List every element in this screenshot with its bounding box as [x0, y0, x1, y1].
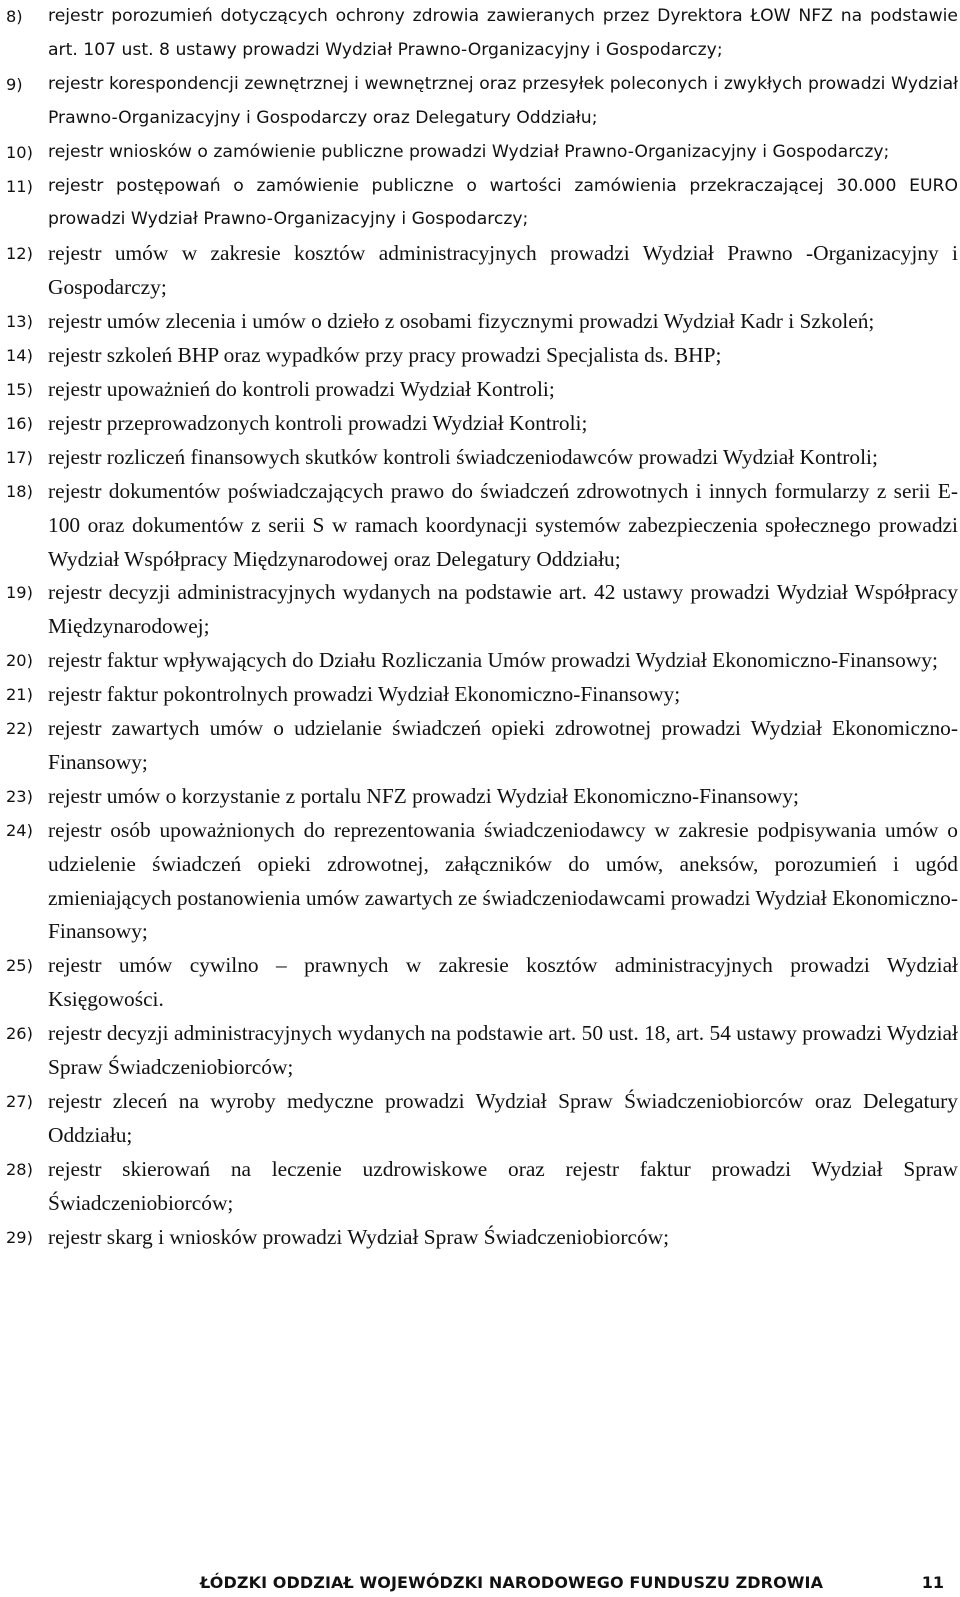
item-number: 10) — [6, 142, 33, 162]
register-list — [6, 0, 958, 1255]
item-number: 27) — [6, 1092, 33, 1111]
item-number: 8) — [6, 7, 23, 26]
item-number: 14) — [6, 346, 33, 366]
list-item — [6, 644, 958, 678]
item-number: 20) — [6, 651, 33, 671]
item-text: rejestr faktur pokontrolnych prowadzi Wydział Ekonomiczno-Finansowy; — [48, 682, 681, 707]
list-item — [6, 441, 958, 475]
item-number: 26) — [6, 1024, 33, 1044]
list-item — [6, 678, 958, 712]
list-item — [6, 170, 958, 238]
item-number: 22) — [6, 719, 33, 739]
item-number: 17) — [6, 447, 33, 467]
list-item — [6, 780, 958, 814]
list-item — [6, 475, 958, 577]
item-text: rejestr skarg i wniosków prowadzi Wydział Spraw Świadczeniobiorców; — [48, 1224, 670, 1249]
item-text: rejestr decyzji administracyjnych wydanych na podstawie art. 42 ustawy prowadzi Wydział Współpracy Międzynarodowej; — [48, 580, 958, 639]
item-number: 24) — [6, 820, 33, 840]
item-text: rejestr zawartych umów o udzielanie świadczeń opieki zdrowotnej prowadzi Wydział Ekonomiczno-Finansowy; — [48, 716, 958, 774]
item-text: rejestr rozliczeń finansowych skutków kontroli świadczeniodawców prowadzi Wydział Kontroli; — [48, 444, 878, 469]
item-number: 21) — [6, 685, 33, 705]
item-text: rejestr decyzji administracyjnych wydanych na podstawie art. 50 ust. 18, art. 54 ustawy prowadzi Wydział Spraw Świadczeniobiorców; — [48, 1021, 958, 1080]
item-number: 9) — [6, 74, 23, 94]
item-text: rejestr umów w zakresie kosztów administracyjnych prowadzi Wydział Prawno -Organizacyjny i Gospodarczy; — [48, 241, 958, 300]
list-item — [6, 305, 958, 339]
item-text: rejestr przeprowadzonych kontroli prowadzi Wydział Kontroli; — [48, 410, 588, 435]
item-text: rejestr umów cywilno – prawnych w zakresie kosztów administracyjnych prowadzi Wydział Księgowości. — [48, 953, 958, 1012]
list-item — [6, 407, 958, 441]
list-item — [6, 949, 958, 1017]
item-text: rejestr dokumentów poświadczających prawo do świadczeń zdrowotnych i innych formularzy z serii E-100 oraz dokumentów z serii S w ramach koordynacji systemów zabezpieczenia społecznego prowadzi Wydział Współpracy Międzynarodowej oraz Delegatury Oddziału; — [48, 478, 958, 571]
item-text: rejestr wniosków o zamówienie publiczne prowadzi Wydział Prawno-Organizacyjny i Gospodarczy; — [48, 141, 890, 162]
item-number: 25) — [6, 956, 33, 976]
item-text: rejestr faktur wpływających do Działu Rozliczania Umów prowadzi Wydział Ekonomiczno-Finansowy; — [48, 648, 938, 673]
item-number: 13) — [6, 312, 33, 332]
item-number: 19) — [6, 583, 33, 603]
item-number: 23) — [6, 786, 33, 806]
item-text: rejestr umów o korzystanie z portalu NFZ prowadzi Wydział Ekonomiczno-Finansowy; — [48, 783, 799, 808]
list-item — [6, 237, 958, 305]
list-item — [6, 576, 958, 644]
item-text: rejestr umów zlecenia i umów o dzieło z osobami fizycznymi prowadzi Wydział Kadr i Szkoleń; — [48, 309, 875, 334]
list-item — [6, 373, 958, 407]
item-number: 29) — [6, 1227, 33, 1247]
item-text: rejestr korespondencji zewnętrznej i wewnętrznej oraz przesyłek poleconych i zwykłych prowadzi Wydział Prawno-Organizacyjny i Gospodarczy oraz Delegatury Oddziału; — [48, 73, 958, 128]
item-text: rejestr osób upoważnionych do reprezentowania świadczeniodawcy w zakresie podpisywania umów o udzielenie świadczeń opieki zdrowotnej, załączników do umów, aneksów, porozumień i ugód zmieniających postanowienia umów zawartych ze świadczeniodawcami prowadzi Wydział Ekonomiczno-Finansowy; — [48, 817, 958, 944]
list-item — [6, 136, 958, 170]
page-footer — [0, 1573, 960, 1597]
list-item — [6, 1085, 958, 1153]
list-item — [6, 712, 958, 780]
item-number: 18) — [6, 481, 33, 501]
item-text: rejestr porozumień dotyczących ochrony zdrowia zawieranych przez Dyrektora ŁOW NFZ na podstawie art. 107 ust. 8 ustawy prowadzi Wydział Prawno-Organizacyjny i Gospodarczy; — [48, 6, 958, 60]
list-item — [6, 1153, 958, 1221]
item-text: rejestr postępowań o zamówienie publiczne o wartości zamówienia przekraczającej 30.000 EURO prowadzi Wydział Prawno-Organizacyjny i Gospodarczy; — [48, 175, 958, 230]
item-number: 15) — [6, 379, 33, 399]
item-number: 28) — [6, 1159, 33, 1179]
item-text: rejestr upoważnień do kontroli prowadzi Wydział Kontroli; — [48, 376, 555, 401]
list-item — [6, 1017, 958, 1085]
item-number: 16) — [6, 413, 33, 433]
footer-title: ŁÓDZKI ODDZIAŁ WOJEWÓDZKI NARODOWEGO FUNDUSZU ZDROWIA — [200, 1573, 824, 1592]
list-item — [6, 0, 958, 68]
list-item — [6, 1221, 958, 1255]
item-text: rejestr zleceń na wyroby medyczne prowadzi Wydział Spraw Świadczeniobiorców oraz Delegatury Oddziału; — [48, 1089, 958, 1147]
item-number: 11) — [6, 176, 33, 196]
item-text: rejestr szkoleń BHP oraz wypadków przy pracy prowadzi Specjalista ds. BHP; — [48, 343, 722, 368]
list-item — [6, 339, 958, 373]
item-text: rejestr skierowań na leczenie uzdrowiskowe oraz rejestr faktur prowadzi Wydział Spraw Świadczeniobiorców; — [48, 1156, 958, 1215]
page-number: 11 — [921, 1573, 944, 1592]
list-item — [6, 68, 958, 136]
list-item — [6, 814, 958, 950]
item-number: 12) — [6, 244, 33, 264]
